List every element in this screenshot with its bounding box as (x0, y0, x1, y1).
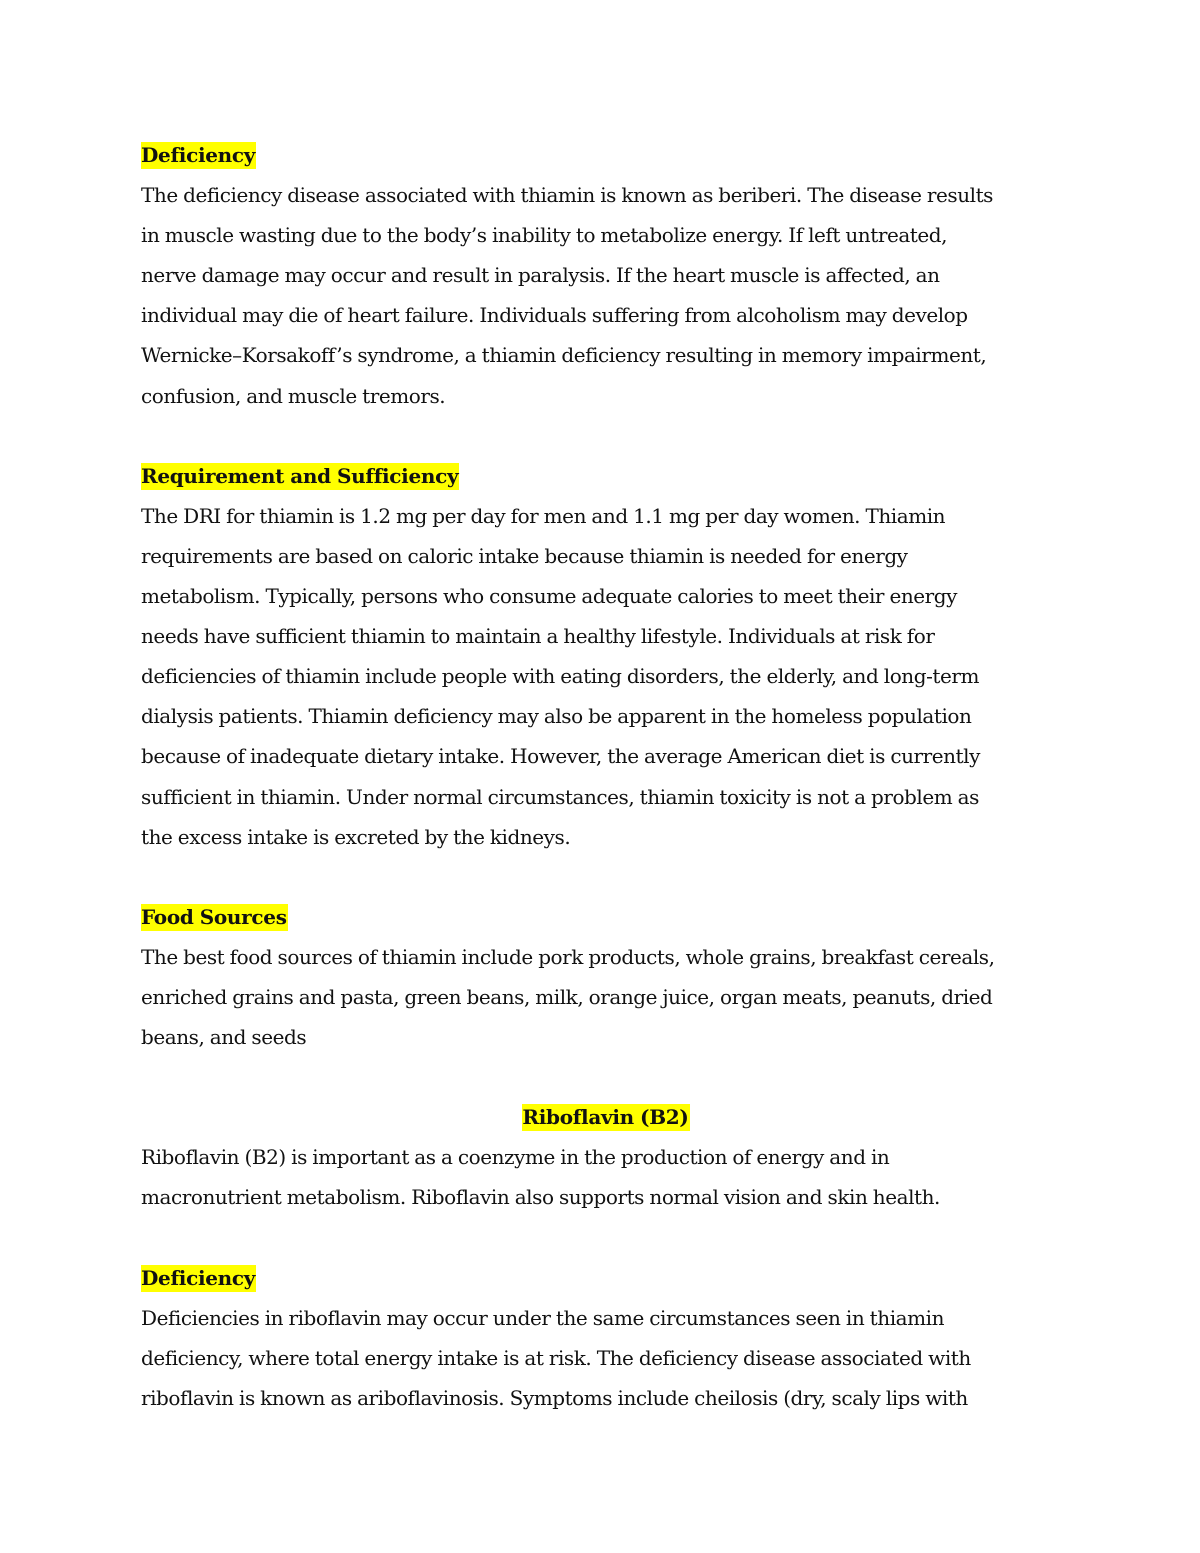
paragraph (141, 1298, 1071, 1418)
text-line: requirements are based on caloric intake because thiamin is needed for energy (141, 543, 908, 568)
section-heading (141, 135, 1071, 175)
paragraph-spacer (141, 416, 1071, 456)
centered-section-title (141, 1097, 1071, 1137)
section-heading (141, 456, 1071, 496)
highlighted-heading-text: Deficiency (141, 143, 256, 167)
paragraph (141, 175, 1071, 416)
paragraph-spacer (141, 1218, 1071, 1258)
text-line: dialysis patients. Thiamin deficiency may also be apparent in the homeless population (141, 704, 972, 729)
document-body (141, 135, 1071, 1418)
highlighted-heading-text: Deficiency (141, 1265, 256, 1290)
text-line: The best food sources of thiamin include pork products, whole grains, breakfast cereals, (141, 944, 995, 969)
section-heading (141, 1258, 1071, 1298)
section-food-sources (141, 897, 1071, 1057)
text-line: because of inadequate dietary intake. However, the average American diet is currently (141, 744, 980, 769)
section-heading (141, 897, 1071, 937)
paragraph (141, 937, 1071, 1057)
text-line: beans, and seeds (141, 1025, 307, 1050)
text-line: in muscle wasting due to the body’s inability to metabolize energy. If left untreated, (141, 223, 948, 248)
text-line: enriched grains and pasta, green beans, milk, orange juice, organ meats, peanuts, dried (141, 984, 993, 1009)
paragraph (141, 496, 1071, 857)
text-line: Wernicke–Korsakoff’s syndrome, a thiamin deficiency resulting in memory impairment, (141, 343, 987, 368)
paragraph-spacer (141, 857, 1071, 897)
text-line: The deficiency disease associated with thiamin is known as beriberi. The disease results (141, 183, 993, 208)
text-line: macronutrient metabolism. Riboflavin also supports normal vision and skin health. (141, 1185, 940, 1210)
text-line: Deficiencies in riboflavin may occur under the same circumstances seen in thiamin (141, 1305, 945, 1330)
paragraph (141, 1137, 1071, 1217)
section-riboflavin (141, 1097, 1071, 1217)
highlighted-heading-text: Riboflavin (B2) (522, 1105, 689, 1130)
text-line: sufficient in thiamin. Under normal circumstances, thiamin toxicity is not a problem as (141, 784, 979, 809)
highlighted-heading-text: Food Sources (141, 904, 287, 929)
text-line: deficiencies of thiamin include people with eating disorders, the elderly, and long-term (141, 664, 979, 689)
text-line: Riboflavin (B2) is important as a coenzyme in the production of energy and in (141, 1145, 890, 1170)
text-line: the excess intake is excreted by the kidneys. (141, 824, 571, 849)
highlighted-heading-text: Requirement and Sufficiency (141, 463, 459, 488)
text-line: metabolism. Typically, persons who consume adequate calories to meet their energy (141, 584, 957, 609)
text-line: individual may die of heart failure. Individuals suffering from alcoholism may develop (141, 303, 968, 328)
section-requirement-sufficiency (141, 456, 1071, 857)
text-line: deficiency, where total energy intake is at risk. The deficiency disease associated with (141, 1345, 971, 1370)
text-line: The DRI for thiamin is 1.2 mg per day for men and 1.1 mg per day women. Thiamin (141, 503, 946, 528)
text-line: needs have sufficient thiamin to maintain a healthy lifestyle. Individuals at risk for (141, 624, 935, 649)
text-line: nerve damage may occur and result in paralysis. If the heart muscle is affected, an (141, 263, 940, 288)
text-line: riboflavin is known as ariboflavinosis. Symptoms include cheilosis (dry, scaly lips with (141, 1385, 968, 1410)
paragraph-spacer (141, 1057, 1071, 1097)
section-riboflavin-deficiency (141, 1258, 1071, 1418)
section-thiamin-deficiency (141, 135, 1071, 416)
text-line: confusion, and muscle tremors. (141, 383, 446, 408)
